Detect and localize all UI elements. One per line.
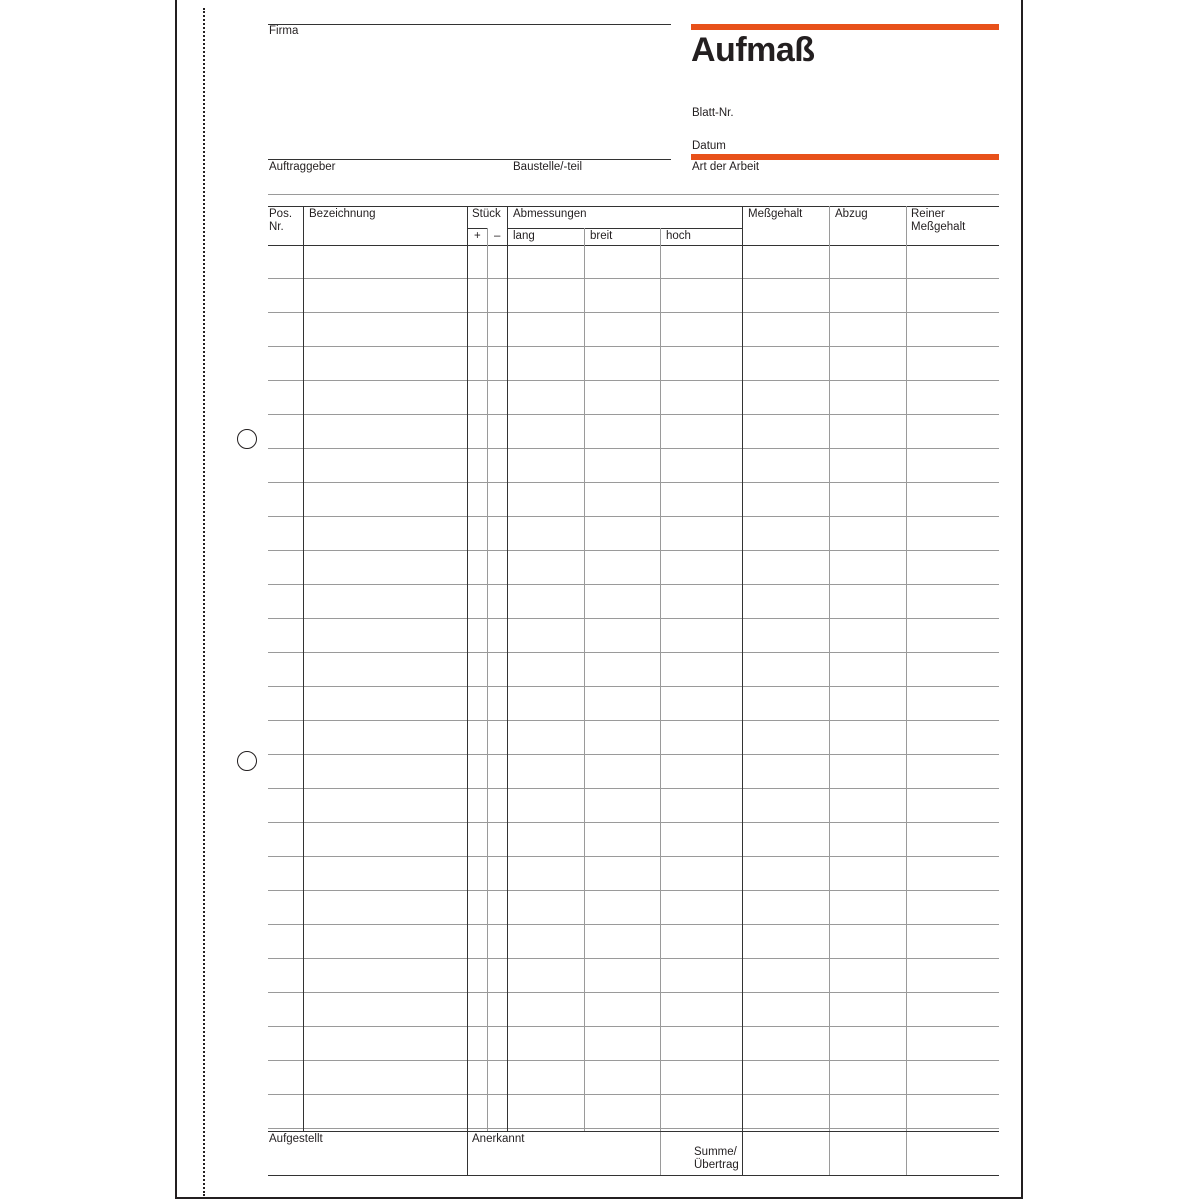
- col-minus-label: –: [494, 230, 501, 242]
- baustelle-label: Baustelle/-teil: [513, 161, 583, 173]
- col-breit-label: breit: [590, 230, 613, 242]
- col-hoch-label: hoch: [666, 230, 691, 242]
- datum-field[interactable]: [730, 134, 998, 152]
- table-row[interactable]: [268, 585, 999, 619]
- footer-bottom-rule: [268, 1175, 999, 1176]
- header-info-rule: [268, 194, 999, 195]
- table-row[interactable]: [268, 551, 999, 585]
- col-pos-label: Pos.: [269, 208, 293, 220]
- table-row[interactable]: [268, 245, 999, 279]
- table-row[interactable]: [268, 959, 999, 993]
- col-line-messgehalt: [829, 206, 830, 1176]
- table-row[interactable]: [268, 449, 999, 483]
- table-row[interactable]: [268, 381, 999, 415]
- col-abmessungen-label: Abmessungen: [513, 208, 587, 220]
- table-top-rule: [268, 206, 999, 207]
- summe-abzug-field[interactable]: [830, 1133, 906, 1175]
- firma-label: Firma: [269, 25, 299, 37]
- table-row[interactable]: [268, 347, 999, 381]
- auftraggeber-label: Auftraggeber: [269, 161, 336, 173]
- col-nr-label: Nr.: [269, 221, 284, 233]
- col-line-pos: [303, 206, 304, 1132]
- stueck-divider: [468, 228, 488, 229]
- aufgestellt-field[interactable]: [268, 1148, 466, 1174]
- col-reiner-label: Reiner: [911, 208, 945, 220]
- col-stueck-label: Stück: [472, 208, 501, 220]
- col-abzug-label: Abzug: [835, 208, 868, 220]
- table-row[interactable]: [268, 891, 999, 925]
- table-row[interactable]: [268, 993, 999, 1027]
- col-messgehalt-label: Meßgehalt: [748, 208, 803, 220]
- art-der-arbeit-label: Art der Arbeit: [692, 161, 760, 173]
- datum-label: Datum: [692, 140, 726, 152]
- col-plus-label: +: [474, 230, 481, 242]
- table-row[interactable]: [268, 619, 999, 653]
- table-body: [268, 245, 999, 1129]
- abmessungen-divider: [508, 228, 743, 229]
- table-row[interactable]: [268, 823, 999, 857]
- firma-field[interactable]: [268, 40, 671, 158]
- punch-hole-top: [237, 429, 257, 449]
- summe-messgehalt-field[interactable]: [743, 1133, 829, 1175]
- table-row[interactable]: [268, 1027, 999, 1061]
- table-row[interactable]: [268, 687, 999, 721]
- table-row[interactable]: [268, 857, 999, 891]
- table-row[interactable]: [268, 1061, 999, 1095]
- table-row[interactable]: [268, 483, 999, 517]
- col-lang-label: lang: [513, 230, 535, 242]
- punch-hole-bottom: [237, 751, 257, 771]
- col-line-lang: [584, 228, 585, 1132]
- summe-reiner-field[interactable]: [907, 1133, 999, 1175]
- col-line-breit: [660, 228, 661, 1176]
- col-bezeichnung-label: Bezeichnung: [309, 208, 376, 220]
- col-reiner-messgehalt-label: Meßgehalt: [911, 221, 966, 233]
- table-row[interactable]: [268, 755, 999, 789]
- firma-bottom-rule: [268, 159, 671, 160]
- firma-top-rule: [268, 24, 671, 25]
- anerkannt-label: Anerkannt: [472, 1133, 525, 1145]
- table-row[interactable]: [268, 789, 999, 823]
- col-line-bezeichnung: [467, 206, 468, 1176]
- table-row[interactable]: [268, 653, 999, 687]
- table-row[interactable]: [268, 517, 999, 551]
- table-row[interactable]: [268, 415, 999, 449]
- table-row[interactable]: [268, 925, 999, 959]
- table-row[interactable]: [268, 721, 999, 755]
- perforation-line: [203, 8, 205, 1196]
- table-row[interactable]: [268, 313, 999, 347]
- table-row[interactable]: [268, 279, 999, 313]
- table-row[interactable]: [268, 1095, 999, 1129]
- aufgestellt-label: Aufgestellt: [269, 1133, 323, 1145]
- form-title: Aufmaß: [691, 31, 815, 69]
- blatt-nr-field[interactable]: [740, 100, 998, 120]
- uebertrag-label: Übertrag: [694, 1159, 739, 1171]
- datum-accent-bar: [691, 154, 999, 160]
- footer-top-rule: [268, 1131, 999, 1132]
- auftraggeber-field[interactable]: [268, 175, 999, 193]
- summe-label: Summe/: [694, 1146, 737, 1158]
- col-line-plus: [487, 228, 488, 1132]
- anerkannt-field[interactable]: [469, 1148, 659, 1174]
- col-line-stueck: [507, 206, 508, 1132]
- blatt-nr-label: Blatt-Nr.: [692, 107, 734, 119]
- col-line-hoch: [742, 206, 743, 1176]
- col-line-abzug: [906, 206, 907, 1176]
